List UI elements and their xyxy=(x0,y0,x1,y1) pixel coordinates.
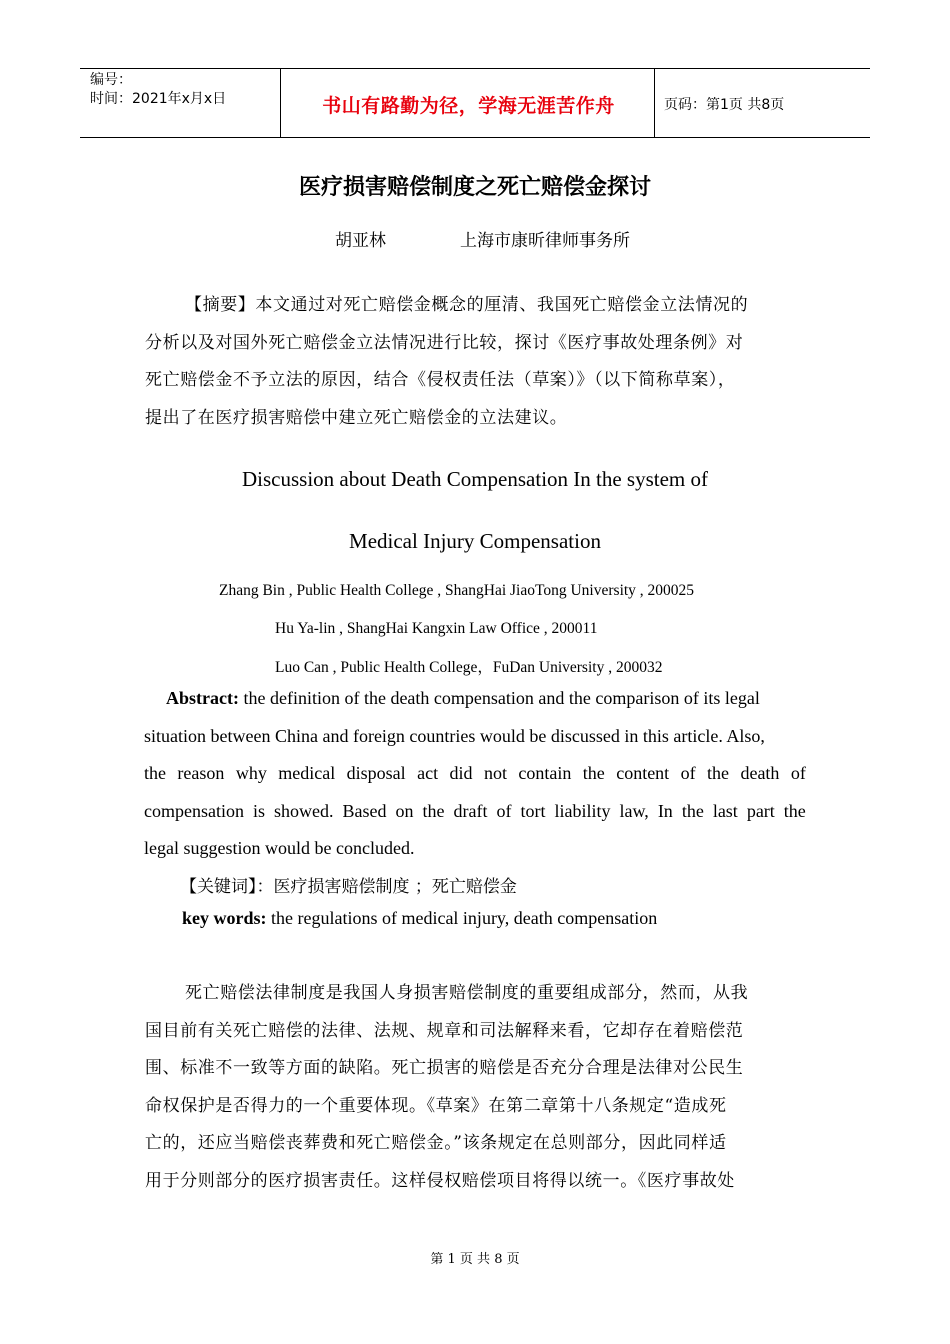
abstract-en-word: last xyxy=(712,800,738,821)
header-meta xyxy=(90,71,226,109)
abstract-en-line xyxy=(144,755,806,793)
author-name-cn: 胡亚林 xyxy=(335,231,386,251)
time-label: 时间：2021年x月x日 xyxy=(90,91,227,107)
english-author: Zhang Bin , Public Health College , ShangHai JiaoTong University , 200025 xyxy=(219,582,695,599)
abstract-en-word: the xyxy=(681,800,704,821)
abstract-en-word: of xyxy=(496,800,512,821)
keywords-cn: 【关键词】：医疗损害赔偿制度 ；死亡赔偿金 xyxy=(180,877,517,897)
abstract-en-word: contain xyxy=(518,763,572,783)
abstract-en-word: disposal xyxy=(346,763,406,783)
abstract-en-word: the xyxy=(582,763,605,783)
abstract-en-word: showed. xyxy=(274,800,334,821)
abstract-cn-line: 提出了在医疗损害赔偿中建立死亡赔偿金的立法建议。 xyxy=(145,407,568,428)
abstract-cn xyxy=(145,287,807,437)
abstract-en-word: In xyxy=(657,800,673,821)
english-author: Luo Can , Public Health College，FuDan University , 200032 xyxy=(275,659,663,676)
abstract-en-word: of xyxy=(680,763,696,783)
abstract-en-word: the xyxy=(422,800,445,821)
keywords-en-label: key words: xyxy=(182,908,267,928)
body-paragraph xyxy=(145,975,807,1200)
abstract-en-word: Based xyxy=(342,800,387,821)
abstract-en-word: the xyxy=(707,763,730,783)
abstract-en-word: the xyxy=(783,800,806,821)
header-page-info: 页码：第1页 共8页 xyxy=(664,97,785,113)
abstract-en-word: law, xyxy=(619,800,649,821)
abstract-en-label: Abstract: xyxy=(166,688,239,708)
english-title-line2: Medical Injury Compensation xyxy=(349,529,601,553)
abstract-en-word: why xyxy=(235,763,267,783)
abstract-en-text: the definition of the death compensation and the comparison of its legal xyxy=(238,688,760,708)
english-title-line1: Discussion about Death Compensation In the system of xyxy=(241,467,709,491)
abstract-en-word: compensation xyxy=(144,800,244,821)
body-line: 死亡赔偿法律制度是我国人身损害赔偿制度的重要组成部分，然而，从我 xyxy=(185,983,749,1003)
abstract-en-word: act xyxy=(417,763,439,783)
abstract-en xyxy=(144,680,806,868)
header-motto: 书山有路勤为径，学海无涯苦作舟 xyxy=(322,95,615,117)
page-footer: 第 1 页 共 8 页 xyxy=(430,1252,520,1267)
abstract-en-line: situation between China and foreign countries would be discussed in this article. Also, xyxy=(144,725,765,746)
abstract-en-line xyxy=(144,680,806,718)
header-table xyxy=(80,68,870,138)
abstract-en-line: legal suggestion would be concluded. xyxy=(144,838,415,858)
number-label: 编号： xyxy=(90,72,132,88)
body-line: 国目前有关死亡赔偿的法律、法规、规章和司法解释来看，它却存在着赔偿范 xyxy=(145,1020,744,1041)
author-affiliation-cn: 上海市康昕律师事务所 xyxy=(460,231,630,251)
body-line: 围、标准不一致等方面的缺陷。死亡损害的赔偿是否充分合理是法律对公民生 xyxy=(145,1058,744,1078)
abstract-en-word: on xyxy=(395,800,414,821)
abstract-en-word: part xyxy=(746,800,775,821)
abstract-cn-line: 分析以及对国外死亡赔偿金立法情况进行比较，探讨《医疗事故处理条例》对 xyxy=(145,332,744,353)
body-line: 亡的，还应当赔偿丧葬费和死亡赔偿金。”该条规定在总则部分，因此同样适 xyxy=(145,1133,727,1153)
abstract-en-word: not xyxy=(483,763,507,783)
abstract-cn-line: 死亡赔偿金不予立法的原因，结合《侵权责任法（草案）》（以下简称草案）， xyxy=(145,370,736,390)
abstract-en-word: reason xyxy=(177,763,225,783)
english-author: Hu Ya-lin , ShangHai Kangxin Law Office , 200011 xyxy=(275,620,598,637)
keywords-en-text: the regulations of medical injury, death compensation xyxy=(266,908,658,928)
abstract-en-word: medical xyxy=(278,763,336,783)
abstract-en-word: draft xyxy=(453,800,488,821)
abstract-en-word: death xyxy=(740,763,780,783)
abstract-en-word: did xyxy=(449,763,473,783)
abstract-en-word: the xyxy=(144,763,166,783)
body-line: 命权保护是否得力的一个重要体现。《草案》在第二章第十八条规定“造成死 xyxy=(145,1095,727,1116)
abstract-en-word: of xyxy=(790,763,806,783)
abstract-en-word: is xyxy=(252,800,265,821)
header-divider xyxy=(280,69,281,137)
keywords-en xyxy=(182,908,657,929)
abstract-en-word: content xyxy=(616,763,670,783)
body-line: 用于分则部分的医疗损害责任。这样侵权赔偿项目将得以统一。《医疗事故处 xyxy=(145,1170,735,1191)
document-title: 医疗损害赔偿制度之死亡赔偿金探讨 xyxy=(298,175,651,200)
abstract-en-word: tort xyxy=(520,800,546,821)
abstract-en-word: liability xyxy=(554,800,611,821)
abstract-en-line xyxy=(144,793,806,831)
abstract-cn-line: 【摘要】本文通过对死亡赔偿金概念的厘清、我国死亡赔偿金立法情况的 xyxy=(185,295,749,315)
